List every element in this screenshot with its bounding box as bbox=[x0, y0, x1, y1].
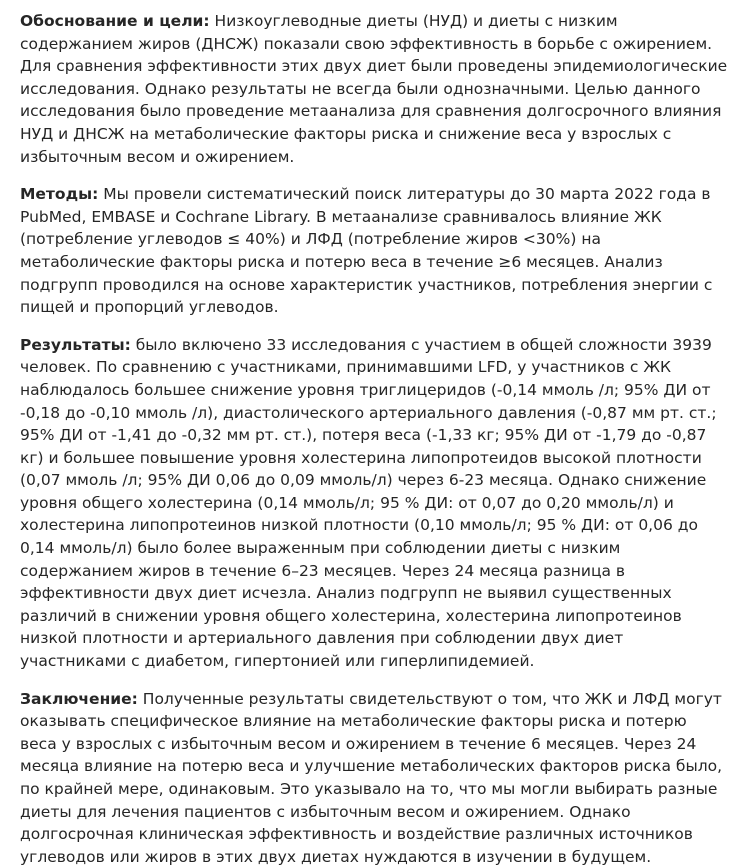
methods-heading: Методы: bbox=[20, 185, 99, 204]
abstract bbox=[20, 10, 728, 868]
background-heading: Обоснование и цели: bbox=[20, 12, 210, 30]
results-paragraph bbox=[20, 334, 728, 673]
conclusion-heading: Заключение: bbox=[20, 689, 138, 708]
results-text: было включено 33 исследования с участием в общей сложности 3939 человек. По сравнению с участниками, принимавшими LFD, у участников с ЖК наблюдалось большее снижение уровня триглицеридов (-0,14 ммоль /л; 95% ДИ от -0,18 до -0,10 ммоль /л), диастолического артериального давления (-0,87 мм рт. ст.; 95% ДИ от -1,41 до -0,32 мм рт. ст.), потеря веса (-1,33 кг; 95% ДИ от -1,79 до -0,87 кг) и большее повышение уровня холестерина липопротеидов высокой плотности (0,07 ммоль /л; 95% ДИ 0,06 до 0,09 ммоль/л) через 6-23 месяца. Однако снижение уровня общего холестерина (0,14 ммоль/л; 95 % ДИ: от 0,07 до 0,20 ммоль/л) и холестерина липопротеинов низкой плотности (0,10 ммоль/л; 95 % ДИ: от 0,06 до 0,14 ммоль/л) было более выраженным при соблюдении диеты с низким содержанием жиров в течение 6–23 месяцев. Через 24 месяца разница в эффективности двух диет исчезла. Анализ подгрупп не выявил существенных различий в снижении уровня общего холестерина, холестерина липопротеинов низкой плотности и артериального давления при соблюдении двух диет участниками с диабетом, гипертонией или гиперлипидемией. bbox=[20, 335, 717, 671]
methods-paragraph bbox=[20, 183, 728, 319]
conclusion-text: Полученные результаты свидетельствуют о том, что ЖК и ЛФД могут оказывать специфическое влияние на метаболические факторы риска и потерю веса у взрослых с избыточным весом и ожирением в течение 6 месяцев. Через 24 месяца влияние на потерю веса и улучшение метаболических факторов риска было, по крайней мере, одинаковым. Это указывало на то, что мы могли выбирать разные диеты для лечения пациентов с избыточным весом и ожирением. Однако долгосрочная клиническая эффективность и воздействие различных источников углеводов или жиров в этих двух диетах нуждаются в изучении в будущем. bbox=[20, 689, 723, 866]
results-heading: Результаты: bbox=[20, 335, 131, 354]
methods-text: Мы провели систематический поиск литературы до 30 марта 2022 года в PubMed, EMBASE и Cochrane Library. В метаанализе сравнивалось влияние ЖК (потребление углеводов ≤ 40%) и ЛФД (потребление жиров <30%) на метаболические факторы риска и потерю веса в течение ≥6 месяцев. Анализ подгрупп проводился на основе характеристик участников, потребления энергии с пищей и пропорций углеводов. bbox=[20, 185, 713, 317]
background-paragraph bbox=[20, 10, 728, 168]
conclusion-paragraph bbox=[20, 688, 728, 868]
background-text: Низкоуглеводные диеты (НУД) и диеты с низким содержанием жиров (ДНСЖ) показали свою эффективность в борьбе с ожирением. Для сравнения эффективности этих двух диет были проведены эпидемиологические исследования. Однако результаты не всегда были однозначными. Целью данного исследования было проведение метаанализа для сравнения долгосрочного влияния НУД и ДНСЖ на метаболические факторы риска и снижение веса у взрослых с избыточным весом и ожирением. bbox=[20, 12, 728, 166]
